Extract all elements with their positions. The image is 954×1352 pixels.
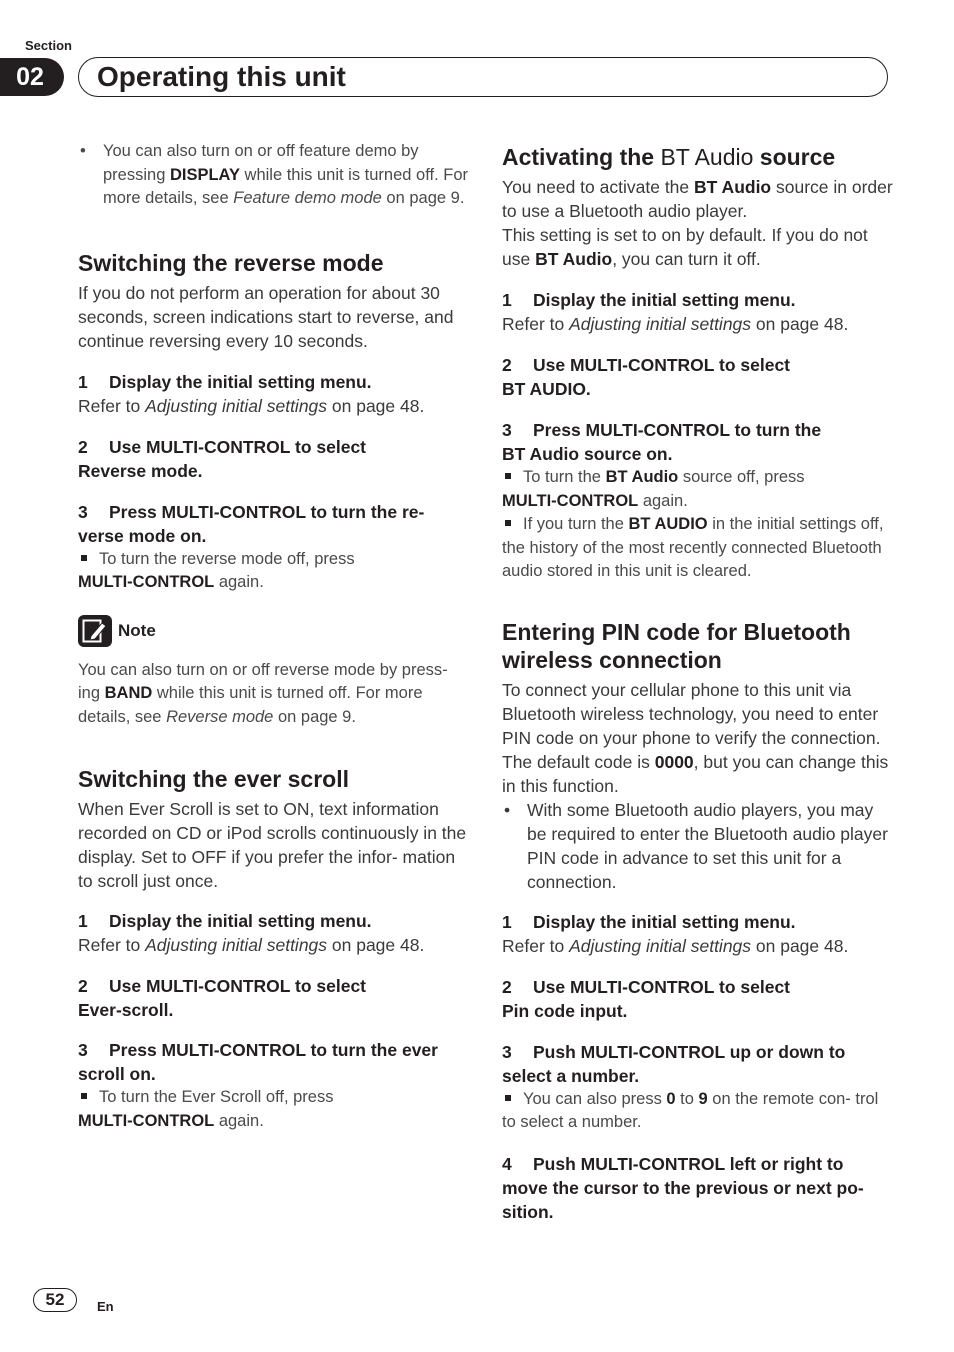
square-bullet-icon (81, 1093, 87, 1099)
ref-pre: Refer to (502, 314, 570, 334)
step-number: 1 (502, 290, 512, 310)
tip-post: in the initial settings off, the history of the most recently connected Bluetooth audio stored in this unit is cleared. (502, 515, 884, 580)
step-text: Push MULTI-CONTROL up or down to (533, 1041, 846, 1062)
pin-step-1 (502, 910, 894, 934)
ref-pre: Refer to (78, 395, 146, 416)
step-text: Display the initial setting menu. (109, 911, 372, 931)
ref-pre: Refer to (78, 935, 146, 955)
right-column (502, 140, 894, 1224)
pin-tip (502, 1088, 894, 1135)
bt-step-2 (502, 353, 894, 377)
reverse-mode-ref: Reverse mode (166, 707, 274, 726)
intro-text: You can also turn on or off feature demo by pressing (103, 142, 419, 184)
step-number: 1 (502, 911, 512, 932)
step-text: Press MULTI-CONTROL to turn the (533, 420, 822, 440)
page-title: Operating this unit (97, 61, 346, 92)
tip-post: again. (638, 491, 688, 510)
reverse-heading: Switching the reverse mode (78, 249, 384, 276)
tip-text: To turn the reverse mode off, press (99, 549, 355, 568)
body-text-post: source in order to use a Bluetooth audio player. (502, 177, 893, 221)
ever-scroll-step-2 (78, 974, 470, 998)
reverse-step-2-cont: Reverse mode. (78, 460, 203, 481)
step-text: Display the initial setting menu. (109, 371, 372, 392)
step-text: Push MULTI-CONTROL left or right to (533, 1153, 844, 1174)
note-text: You can also turn on or off reverse mode by press- ing (78, 660, 448, 702)
ref-post: on page 48. (751, 314, 849, 334)
ref-post: on page 48. (327, 935, 425, 955)
note-label: Note (118, 620, 156, 640)
pin-step-2 (502, 975, 894, 999)
bt-audio-heading (502, 143, 894, 171)
multi-control-keyword: MULTI-CONTROL (78, 1111, 215, 1130)
square-bullet-icon (505, 473, 511, 479)
bt-step-3-cont: BT Audio source on. (502, 444, 673, 464)
step-number: 1 (78, 371, 88, 392)
page-number: 52 (33, 1288, 77, 1312)
tip-text: If you turn the (523, 515, 629, 533)
intro-text-post: on page 9. (381, 189, 465, 207)
tip-text: You can also press (523, 1089, 667, 1108)
bt-tip-1-cont (502, 490, 894, 514)
tip-post: on the remote con- trol to select a number. (502, 1089, 879, 1131)
note-header (78, 615, 470, 647)
reverse-tip-cont (78, 571, 470, 595)
reverse-step-3 (78, 500, 470, 524)
bt-audio-body-2 (502, 223, 894, 271)
ever-scroll-tip (78, 1086, 470, 1110)
step-text: Display the initial setting menu. (533, 911, 796, 932)
square-bullet-icon (505, 1095, 511, 1101)
body-text: This setting is set to on by default. If you do not use (502, 225, 868, 269)
ever-scroll-step-1 (78, 909, 470, 933)
bullet-text: With some Bluetooth audio players, you may be required to enter the Bluetooth audio player PIN code in advance to set this unit for a connection. (527, 799, 888, 892)
heading-bt-audio: BT Audio (660, 144, 754, 170)
body-text: To connect your cellular phone to this unit via Bluetooth wireless technology, you need to enter PIN code on your phone to verify the connection. The default code is (502, 679, 881, 772)
step-number: 2 (78, 976, 88, 996)
tip-text-mid: to (675, 1089, 699, 1108)
step-text: Use MULTI-CONTROL to select (109, 976, 367, 996)
bt-step-2-cont: BT AUDIO. (502, 379, 591, 399)
pin-step-4-cont: move the cursor to the previous or next po- (502, 1177, 864, 1198)
square-bullet-icon (81, 555, 87, 561)
bt-audio-keyword: BT Audio (535, 249, 613, 269)
reverse-body: If you do not perform an operation for about 30 seconds, screen indications start to reverse, and continue reversing every 10 seconds. (78, 282, 454, 351)
bt-step-1-ref (502, 312, 894, 336)
bt-audio-keyword: BT Audio (605, 468, 679, 486)
step-number: 2 (502, 355, 512, 375)
ever-scroll-tip-cont (78, 1110, 470, 1134)
feature-demo-ref: Feature demo mode (233, 189, 382, 207)
note-text-post: on page 9. (273, 707, 356, 726)
multi-control-keyword: MULTI-CONTROL (78, 573, 215, 591)
bullet-dot: • (80, 142, 86, 160)
pin-step-3 (502, 1040, 894, 1064)
body-text-post: , you can turn it off. (612, 249, 761, 269)
reverse-step-1 (78, 370, 470, 394)
digit-zero: 0 (666, 1089, 676, 1108)
ref-title: Adjusting initial settings (145, 935, 328, 955)
heading-post: source (753, 144, 836, 170)
ever-scroll-step-3-cont: scroll on. (78, 1064, 156, 1084)
step-text: Press MULTI-CONTROL to turn the re- (109, 501, 425, 522)
step-text: Display the initial setting menu. (533, 290, 796, 310)
pin-step-2-cont: Pin code input. (502, 1000, 628, 1021)
band-keyword: BAND (104, 684, 153, 702)
tip-text-mid: source off, press (678, 468, 805, 486)
step-number: 3 (78, 501, 88, 522)
step-number: 2 (78, 436, 88, 457)
intro-bullet (78, 140, 470, 211)
step-number: 3 (502, 420, 512, 440)
digit-nine: 9 (698, 1089, 708, 1108)
step-number: 1 (78, 911, 88, 931)
ref-pre: Refer to (502, 935, 570, 956)
bt-tip-2 (502, 513, 894, 584)
pin-step-4-cont-2: sition. (502, 1201, 554, 1222)
bt-audio-body-1 (502, 175, 894, 223)
reverse-step-2 (78, 435, 470, 459)
ever-scroll-heading: Switching the ever scroll (78, 766, 349, 792)
step-text: Use MULTI-CONTROL to select (533, 355, 791, 375)
ever-scroll-body: When Ever Scroll is set to ON, text information recorded on CD or iPod scrolls continuously in the display. Set to OFF if you prefer the infor- mation to scroll just once. (78, 799, 467, 891)
ever-scroll-step-2-cont: Ever-scroll. (78, 1000, 174, 1020)
intro-text-mid: while this unit is turned off. For more details, see (103, 165, 469, 207)
pin-step-3-cont: select a number. (502, 1065, 640, 1086)
pin-step-1-ref (502, 934, 894, 958)
pin-bullet (502, 798, 894, 894)
note-pencil-icon (78, 615, 112, 647)
pin-step-4 (502, 1152, 894, 1176)
step-number: 3 (78, 1040, 88, 1060)
body-text-post: , but you can change this in this function. (502, 751, 889, 796)
bt-step-1 (502, 288, 894, 312)
ref-title: Adjusting initial settings (569, 935, 752, 956)
step-text: Use MULTI-CONTROL to select (533, 976, 791, 997)
reverse-step-1-ref (78, 394, 470, 418)
tip-text: To turn the (523, 468, 606, 486)
bt-step-3 (502, 418, 894, 442)
step-text: Press MULTI-CONTROL to turn the ever (109, 1040, 438, 1060)
pin-heading: Entering PIN code for Bluetooth wireless connection (502, 618, 851, 673)
step-number: 2 (502, 976, 512, 997)
tip-post: again. (214, 1111, 264, 1130)
ref-post: on page 48. (751, 935, 849, 956)
step-text: Use MULTI-CONTROL to select (109, 436, 367, 457)
ever-scroll-step-1-ref (78, 933, 470, 957)
display-keyword: DISPLAY (169, 165, 240, 184)
tip-post: again. (214, 573, 264, 591)
step-number: 3 (502, 1041, 512, 1062)
reverse-step-3-cont: verse mode on. (78, 525, 207, 546)
body-text: You need to activate the (502, 177, 695, 197)
tip-text: To turn the Ever Scroll off, press (99, 1088, 334, 1106)
pin-body (502, 678, 894, 798)
section-label: Section (25, 38, 72, 53)
bullet-dot: • (504, 799, 511, 820)
reverse-tip (78, 548, 470, 572)
bt-audio-caps-keyword: BT AUDIO (628, 515, 708, 533)
ref-post: on page 48. (327, 395, 425, 416)
heading-pre: Activating the (502, 144, 661, 170)
section-number-badge: 02 (0, 58, 64, 96)
multi-control-keyword: MULTI-CONTROL (502, 491, 639, 510)
square-bullet-icon (505, 520, 511, 526)
ever-scroll-step-3 (78, 1038, 470, 1062)
ref-title: Adjusting initial settings (145, 395, 328, 416)
language-code: En (97, 1299, 114, 1314)
note-text-mid: while this unit is turned off. For more details, see (78, 684, 423, 726)
step-number: 4 (502, 1153, 512, 1174)
bt-audio-keyword: BT Audio (694, 177, 772, 197)
bt-tip-1 (502, 466, 894, 490)
left-column (78, 140, 470, 1133)
default-code: 0000 (654, 751, 694, 772)
note-body (78, 659, 470, 730)
ref-title: Adjusting initial settings (569, 314, 752, 334)
